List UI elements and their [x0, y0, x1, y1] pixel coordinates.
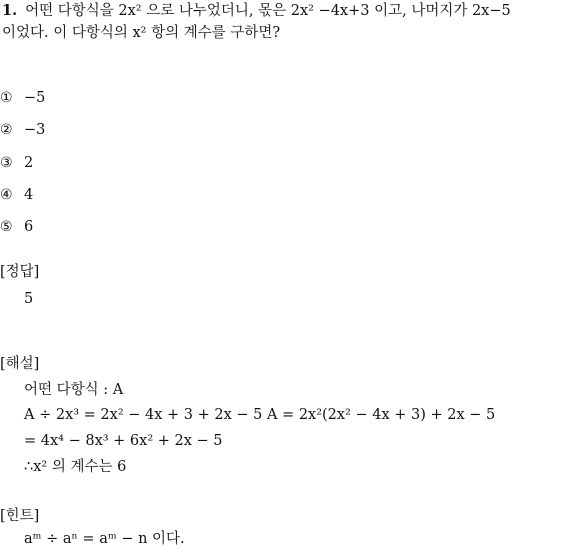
explanation-line-2: A ÷ 2x³ = 2x² − 4x + 3 + 2x − 5 A = 2x²(2x² − 4x + 3) + 2x − 5	[24, 407, 496, 423]
explanation-line-1: 어떤 다항식 : A	[24, 382, 124, 398]
choice-1-mark: ①	[0, 90, 13, 106]
answer-value: 5	[24, 291, 34, 307]
choice-4[interactable]	[0, 186, 33, 204]
explanation-label: [해설]	[0, 356, 40, 372]
question-text-2: 이었다. 이 다항식의 x² 항의 계수를 구하면?	[2, 25, 281, 41]
question-line-1	[2, 2, 511, 20]
hint-line: aᵐ ÷ aⁿ = aᵐ − n 이다.	[24, 531, 185, 547]
choice-1[interactable]	[0, 89, 45, 107]
choice-1-value: −5	[24, 90, 46, 106]
answer-label: [정답]	[0, 264, 40, 280]
choice-4-mark: ④	[0, 187, 13, 203]
explanation-line-4: ∴x² 의 계수는 6	[24, 459, 127, 475]
choice-4-value: 4	[24, 187, 34, 203]
choice-3-mark: ③	[0, 155, 13, 171]
choice-5-value: 6	[24, 219, 34, 235]
question-line-2	[2, 24, 280, 42]
choice-2-value: −3	[24, 122, 46, 138]
question-text-1: 어떤 다항식을 2x² 으로 나누었더니, 몫은 2x² −4x+3 이고, 나머지가 2x−5	[25, 3, 511, 19]
question-number: 1.	[2, 2, 18, 19]
choice-2-mark: ②	[0, 122, 13, 138]
choice-2[interactable]	[0, 121, 45, 139]
hint-label: [힌트]	[0, 508, 40, 524]
explanation-line-3: = 4x⁴ − 8x³ + 6x² + 2x − 5	[24, 433, 223, 449]
choice-5[interactable]	[0, 218, 33, 236]
choice-3[interactable]	[0, 154, 33, 172]
choice-5-mark: ⑤	[0, 219, 13, 235]
choice-3-value: 2	[24, 155, 34, 171]
